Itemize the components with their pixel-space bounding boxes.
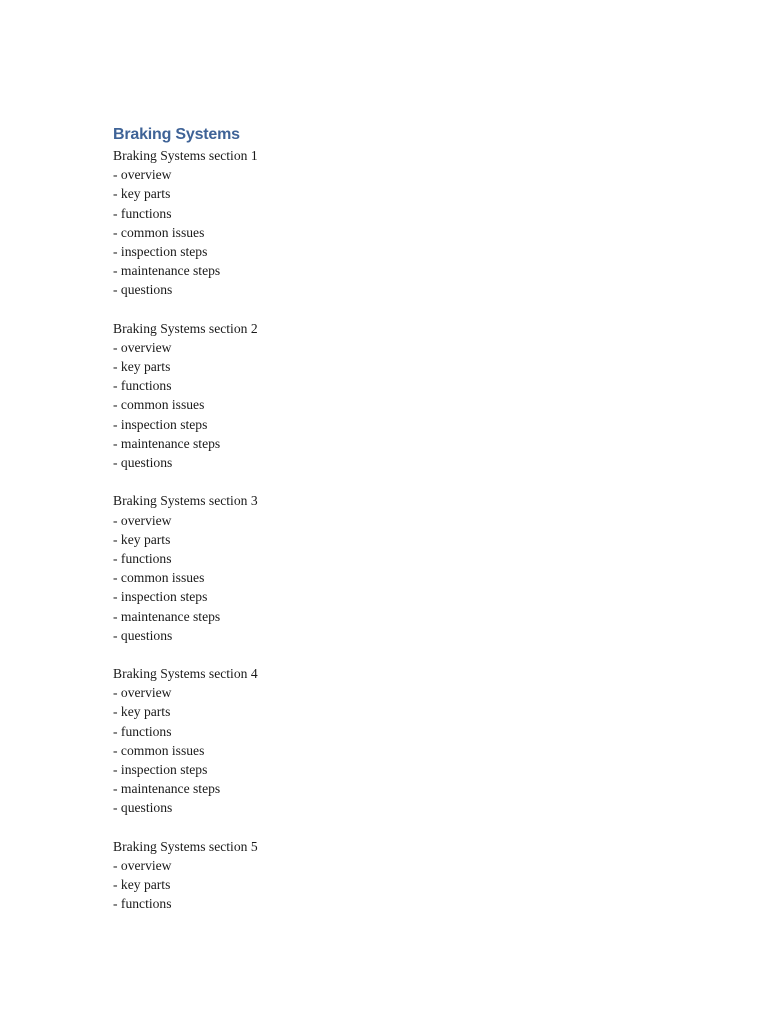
section-1 [113, 146, 673, 300]
section-2 [113, 319, 673, 473]
list-item: - common issues [113, 742, 205, 758]
list-item: - overview [113, 339, 172, 355]
list-item: - inspection steps [113, 243, 208, 259]
list-item: - functions [113, 205, 172, 221]
list-item: - key parts [113, 531, 171, 547]
list-item: - common issues [113, 570, 205, 586]
list-item: - maintenance steps [113, 435, 221, 451]
document-title: Braking Systems [113, 126, 240, 143]
list-item: - key parts [113, 704, 171, 720]
section-heading: Braking Systems section 4 [113, 666, 258, 682]
list-item: - maintenance steps [113, 263, 221, 279]
list-item: - overview [113, 167, 172, 183]
list-item: - inspection steps [113, 589, 208, 605]
list-item: - common issues [113, 397, 205, 413]
list-item: - questions [113, 800, 173, 816]
list-item: - inspection steps [113, 762, 208, 777]
section-heading: Braking Systems section 3 [113, 493, 258, 509]
list-item: - key parts [113, 877, 171, 893]
section-4 [113, 664, 673, 818]
list-item: - maintenance steps [113, 608, 221, 624]
list-item: - key parts [113, 186, 171, 202]
section-5 [113, 837, 673, 914]
list-item: - common issues [113, 224, 205, 240]
list-item: - questions [113, 282, 173, 298]
list-item: - functions [113, 723, 172, 739]
document-body [113, 124, 673, 914]
section-3 [113, 491, 673, 645]
list-item: - overview [113, 685, 172, 701]
list-item: - questions [113, 627, 173, 643]
section-heading: Braking Systems section 5 [113, 838, 258, 854]
section-heading: Braking Systems section 2 [113, 320, 258, 336]
list-item: - functions [113, 896, 172, 912]
section-heading: Braking Systems section 1 [113, 148, 258, 163]
list-item: - overview [113, 512, 172, 528]
list-item: - key parts [113, 359, 171, 375]
list-item: - functions [113, 550, 172, 566]
list-item: - overview [113, 857, 172, 873]
list-item: - inspection steps [113, 416, 208, 432]
list-item: - questions [113, 455, 173, 470]
list-item: - functions [113, 378, 172, 394]
list-item: - maintenance steps [113, 781, 221, 797]
